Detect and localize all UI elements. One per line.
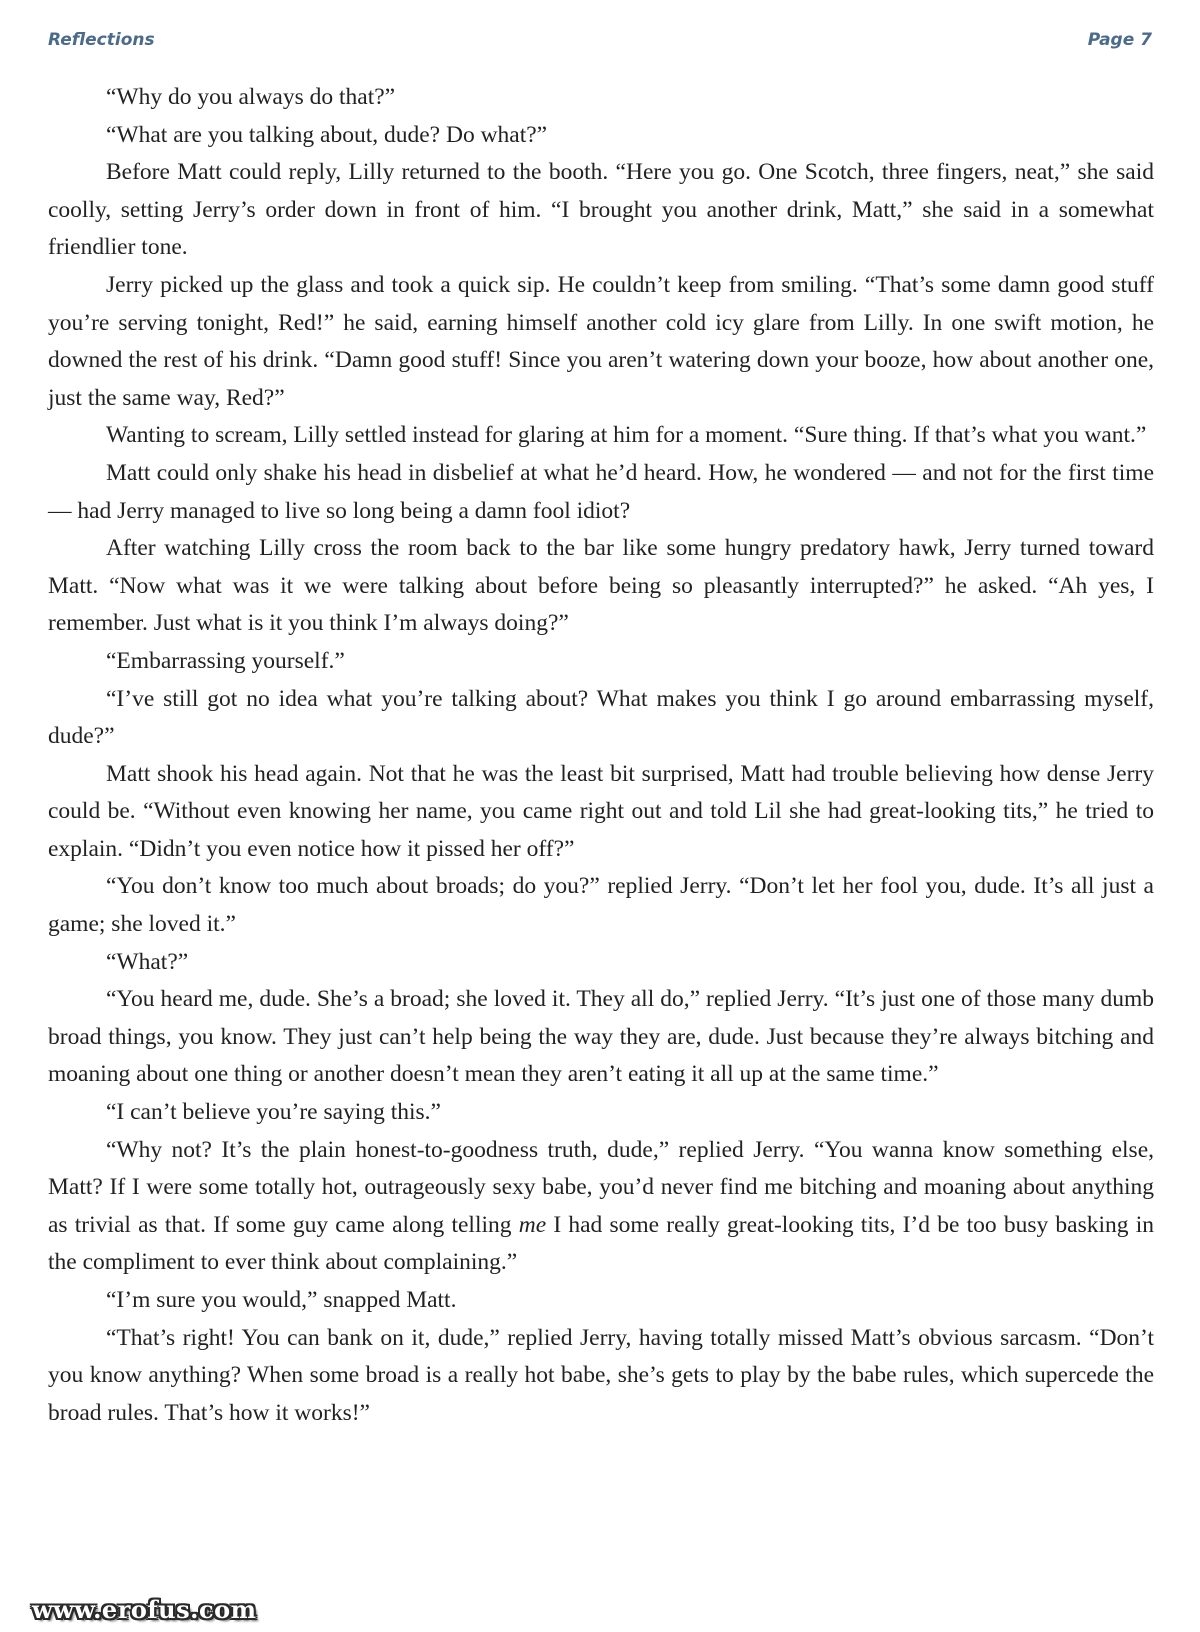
paragraph-with-emphasis: “Why not? It’s the plain honest-to-goodness truth, dude,” replied Jerry. “You wanna know something else, Matt? If I were some totally hot, outrageously sexy babe, you’d never find me bitching and moaning about anything as trivial as that. If some guy came along telling me I had some really great-looking tits, I’d be too busy basking in the compliment to ever think about complaining.”: [48, 1136, 1154, 1276]
paragraph: “Embarrassing yourself.”: [106, 647, 345, 674]
paragraph: “I’ve still got no idea what you’re talking about? What makes you think I go around embarrassing myself, dude?”: [48, 685, 1154, 750]
paragraph: Matt could only shake his head in disbelief at what he’d heard. How, he wondered — and not for the first time — had Jerry managed to live so long being a damn fool idiot?: [48, 459, 1154, 524]
paragraph: Wanting to scream, Lilly settled instead for glaring at him for a moment. “Sure thing. If that’s what you want.”: [106, 422, 1147, 449]
paragraph: Jerry picked up the glass and took a quick sip. He couldn’t keep from smiling. “That’s some damn good stuff you’re serving tonight, Red!” he said, earning himself another cold icy glare from Lilly. In one swift motion, he downed the rest of his drink. “Damn good stuff! Since you aren’t watering down your booze, how about another one, just the same way, Red?”: [48, 271, 1154, 411]
paragraph: Before Matt could reply, Lilly returned to the booth. “Here you go. One Scotch, three fingers, neat,” she said coolly, setting Jerry’s order down in front of him. “I brought you another drink, Matt,” she said in a somewhat friendlier tone.: [48, 159, 1154, 261]
paragraph: “Why do you always do that?”: [106, 84, 396, 110]
paragraph: After watching Lilly cross the room back to the bar like some hungry predatory hawk, Jerry turned toward Matt. “Now what was it we were talking about before being so pleasantly interrupted?” he asked. “Ah yes, I remember. Just what is it you think I’m always doing?”: [48, 535, 1154, 637]
paragraph: “That’s right! You can bank on it, dude,” replied Jerry, having totally missed Matt’s obvious sarcasm. “Don’t you know anything? When some broad is a really hot babe, she’s gets to play by the babe rules, which supercede the broad rules. That’s how it works!”: [48, 1324, 1154, 1426]
watermark: www.erofus.com: [32, 1595, 257, 1624]
page-header: [48, 30, 1152, 58]
paragraph: “You heard me, dude. She’s a broad; she loved it. They all do,” replied Jerry. “It’s just one of those many dumb broad things, you know. They just can’t help being the way they are, dude. Just because they’re always bitching and moaning about one thing or another doesn’t mean they aren’t eating it all up at the same time.”: [48, 986, 1154, 1088]
story-text: [48, 79, 1154, 1432]
paragraph: “What are you talking about, dude? Do what?”: [106, 121, 548, 148]
paragraph: “You don’t know too much about broads; do you?” replied Jerry. “Don’t let her fool you, dude. It’s all just a game; she loved it.”: [48, 873, 1154, 938]
page-number: Page 7: [1087, 30, 1152, 50]
paragraph: “What?”: [106, 948, 189, 975]
emphasized-word: me: [518, 1211, 547, 1238]
running-title: Reflections: [48, 30, 155, 50]
paragraph: “I’m sure you would,” snapped Matt.: [106, 1287, 457, 1313]
paragraph: “I can’t believe you’re saying this.”: [106, 1099, 441, 1126]
paragraph: Matt shook his head again. Not that he was the least bit surprised, Matt had trouble believing how dense Jerry could be. “Without even knowing her name, you came right out and told Lil she had great-looking tits,” he tried to explain. “Didn’t you even notice how it pissed her off?”: [48, 760, 1154, 862]
